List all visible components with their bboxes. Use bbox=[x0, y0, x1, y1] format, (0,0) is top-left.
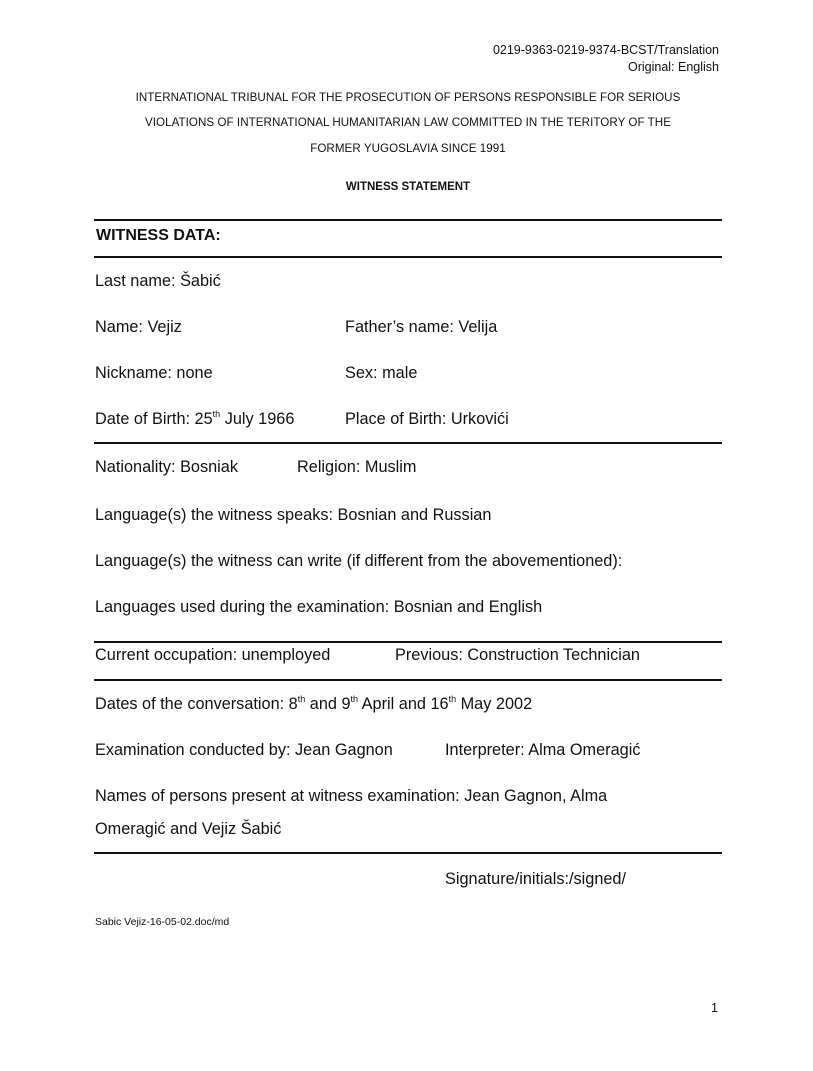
signature-line: Signature/initials:/signed/ bbox=[445, 870, 627, 888]
rule-divider bbox=[94, 852, 722, 854]
footer-filename: Sabic Vejiz-16-05-02.doc/md bbox=[95, 916, 230, 928]
sex-field: Sex: male bbox=[345, 364, 418, 382]
dob-suffix: July 1966 bbox=[220, 410, 295, 428]
nationality-field: Nationality: Bosniak bbox=[95, 458, 238, 476]
rule-divider bbox=[94, 256, 722, 258]
languages-exam-field: Languages used during the examination: Bosnian and English bbox=[95, 598, 543, 616]
dates-text: May 2002 bbox=[456, 695, 533, 713]
name-field: Name: Vejiz bbox=[95, 318, 182, 336]
dates-text: April and 16 bbox=[358, 695, 449, 713]
languages-speaks-field: Language(s) the witness speaks: Bosnian and Russian bbox=[95, 506, 492, 524]
rule-divider bbox=[94, 442, 722, 444]
dates-ordinal: th bbox=[350, 694, 359, 704]
rule-divider bbox=[94, 219, 722, 221]
persons-present-line-1: Names of persons present at witness examination: Jean Gagnon, Alma bbox=[95, 787, 608, 805]
tribunal-header-line-2: VIOLATIONS OF INTERNATIONAL HUMANITARIAN LAW COMMITTED IN THE TERITORY OF THE bbox=[144, 116, 672, 129]
dates-ordinal: th bbox=[448, 694, 457, 704]
languages-writes-field: Language(s) the witness can write (if different from the abovementioned): bbox=[95, 552, 623, 570]
date-of-birth-field bbox=[95, 410, 294, 429]
interpreter-field: Interpreter: Alma Omeragić bbox=[445, 741, 641, 759]
examination-by-field: Examination conducted by: Jean Gagnon bbox=[95, 741, 393, 759]
conversation-dates-field bbox=[95, 695, 532, 714]
reference-number: 0219-9363-0219-9374-BCST/Translation bbox=[492, 43, 719, 57]
nickname-field: Nickname: none bbox=[95, 364, 213, 382]
tribunal-header-line-1: INTERNATIONAL TRIBUNAL FOR THE PROSECUTION OF PERSONS RESPONSIBLE FOR SERIOUS bbox=[135, 91, 681, 104]
last-name-field: Last name: Šabić bbox=[95, 272, 221, 290]
dates-ordinal: th bbox=[297, 694, 306, 704]
document-title: WITNESS STATEMENT bbox=[345, 181, 471, 193]
tribunal-header-line-3: FORMER YUGOSLAVIA SINCE 1991 bbox=[310, 142, 506, 155]
original-language: Original: English bbox=[627, 60, 719, 74]
dates-text: Dates of the conversation: 8 bbox=[95, 695, 298, 713]
place-of-birth-field: Place of Birth: Urkovići bbox=[345, 410, 509, 428]
page-number: 1 bbox=[711, 1001, 718, 1015]
fathers-name-field: Father’s name: Velija bbox=[345, 318, 498, 336]
dob-ordinal: th bbox=[212, 409, 221, 419]
rule-divider bbox=[94, 679, 722, 681]
section-heading: WITNESS DATA: bbox=[96, 227, 221, 244]
previous-occupation-field: Previous: Construction Technician bbox=[395, 646, 640, 664]
persons-present-line-2: Omeragić and Vejiz Šabić bbox=[95, 820, 282, 838]
current-occupation-field: Current occupation: unemployed bbox=[95, 646, 331, 664]
religion-field: Religion: Muslim bbox=[297, 458, 417, 476]
rule-divider bbox=[94, 641, 722, 643]
dates-text: and 9 bbox=[305, 695, 351, 713]
dob-prefix: Date of Birth: 25 bbox=[95, 410, 213, 428]
